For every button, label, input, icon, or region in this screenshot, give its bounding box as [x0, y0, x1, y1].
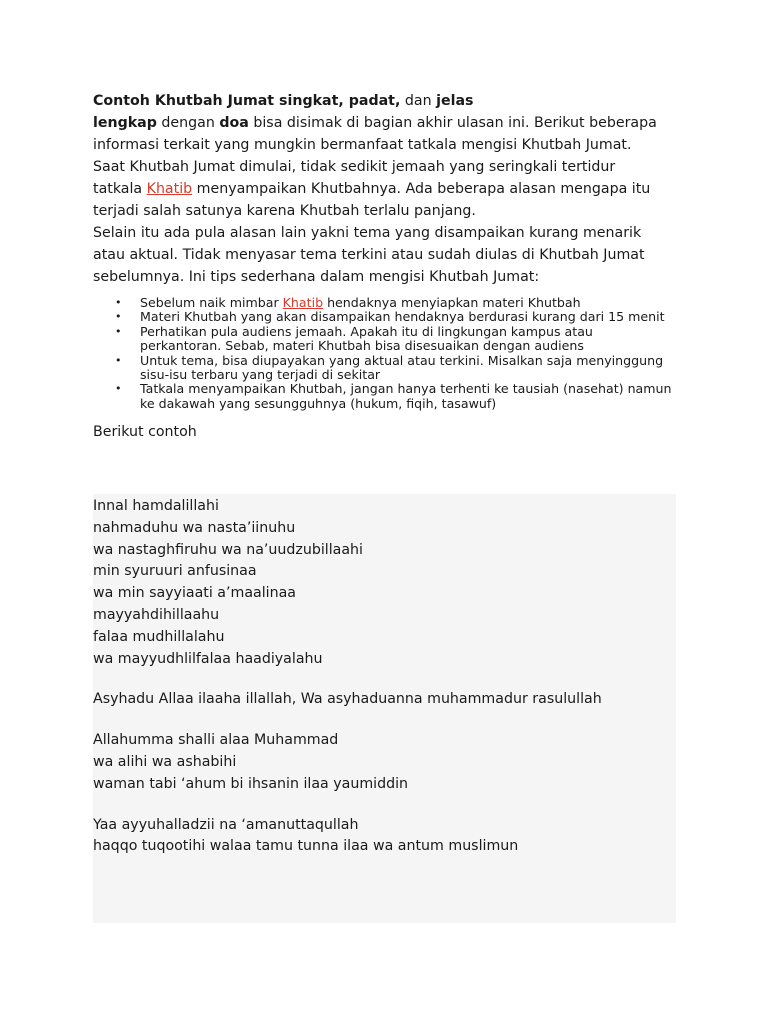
list-item: • Materi Khutbah yang akan disampaikan hendaknya berdurasi kurang dari 15 menit — [140, 310, 673, 324]
list-item: • Perhatikan pula audiens jemaah. Apakah itu di lingkungan kampus atau perkantoran. Sebab, materi Khutbah bisa disesuaikan dengan audiens — [140, 325, 673, 354]
title-bold: Contoh Khutbah Jumat singkat, padat, — [93, 93, 401, 109]
text-line: min syuruuri anfusinaa — [93, 563, 257, 580]
text-line: haqqo tuqootihi walaa tamu tunna ilaa wa antum muslimun — [93, 838, 519, 855]
tip-1-pre: Sebelum naik mimbar — [140, 295, 279, 310]
paragraph-2: Saat Khutbah Jumat dimulai, tidak sedikit jemaah yang seringkali tertidur — [93, 159, 616, 175]
paragraph-3-rest: menyampaikan Khutbahnya. Ada beberapa alasan mengapa itu terjadi salah satunya karena Khutbah terlalu panjang. — [93, 181, 651, 219]
list-item: • Untuk tema, bisa diupayakan yang aktual atau terkini. Misalkan saja menyinggung sisu-isu terbaru yang terjadi di sekitar — [140, 354, 673, 383]
text-line: Innal hamdalillahi — [93, 498, 219, 514]
text-line: Allahumma shalli alaa Muhammad — [93, 732, 339, 749]
article-body — [93, 90, 673, 443]
khatib-link-2[interactable]: Khatib — [282, 295, 324, 310]
text-line: waman tabi ‘ahum bi ihsanin ilaa yaumiddin — [93, 775, 409, 792]
tip-1-post: hendaknya menyiapkan materi Khutbah — [327, 295, 581, 310]
text-line: wa min sayyiaati a’maalinaa — [93, 585, 296, 602]
text-line: Asyhadu Allaa ilaaha illallah, Wa asyhaduanna muhammadur rasulullah — [93, 691, 602, 708]
text-line: wa alihi wa ashabihi — [93, 753, 237, 770]
paragraph-3 — [93, 178, 673, 222]
text-line: mayyahdihillaahu — [93, 606, 220, 623]
intro-paragraph — [93, 90, 673, 156]
word-dengan: dengan — [161, 115, 215, 131]
text-line: wa mayyudhlilfalaa haadiyalahu — [93, 650, 323, 667]
intro-text — [93, 90, 673, 288]
tips-list — [93, 296, 673, 411]
word-doa: doa — [219, 115, 249, 131]
paragraph-4: Selain itu ada pula alasan lain yakni tema yang disampaikan kurang menarik atau aktual. Tidak menyasar tema terkini atau sudah diulas di Khutbah Jumat sebelumnya. Ini tips sederhana dalam mengisi Khutbah Jumat: — [93, 225, 645, 285]
word-jelas: jelas — [436, 93, 474, 109]
list-item: • Tatkala menyampaikan Khutbah, jangan hanya terhenti ke tausiah (nasehat) namun ke dakawah yang sesungguhnya (hukum, fiqih, tasawuf) — [140, 382, 673, 411]
intro-line1-rest: bisa disimak di bagian akhir ulasan ini. Berikut beberapa informasi terkait yang mungkin bermanfaat tatkala mengisi Khutbah Jumat. — [93, 115, 657, 153]
text-line: wa nastaghfiruhu wa na’uudzubillaahi — [93, 541, 363, 558]
after-list-text: Berikut contoh — [93, 424, 197, 441]
text-line: nahmaduhu wa nasta’iinuhu — [93, 519, 296, 536]
word-dan: dan — [404, 93, 432, 109]
word-tatkala: tatkala — [93, 181, 143, 197]
khatib-link[interactable]: Khatib — [146, 181, 193, 197]
text-line: falaa mudhillalahu — [93, 628, 225, 645]
text-line: Yaa ayyuhalladzii na ‘amanuttaqullah — [93, 816, 359, 833]
list-item — [140, 296, 673, 310]
khutbah-example-block — [93, 494, 676, 923]
word-lengkap: lengkap — [93, 115, 157, 131]
